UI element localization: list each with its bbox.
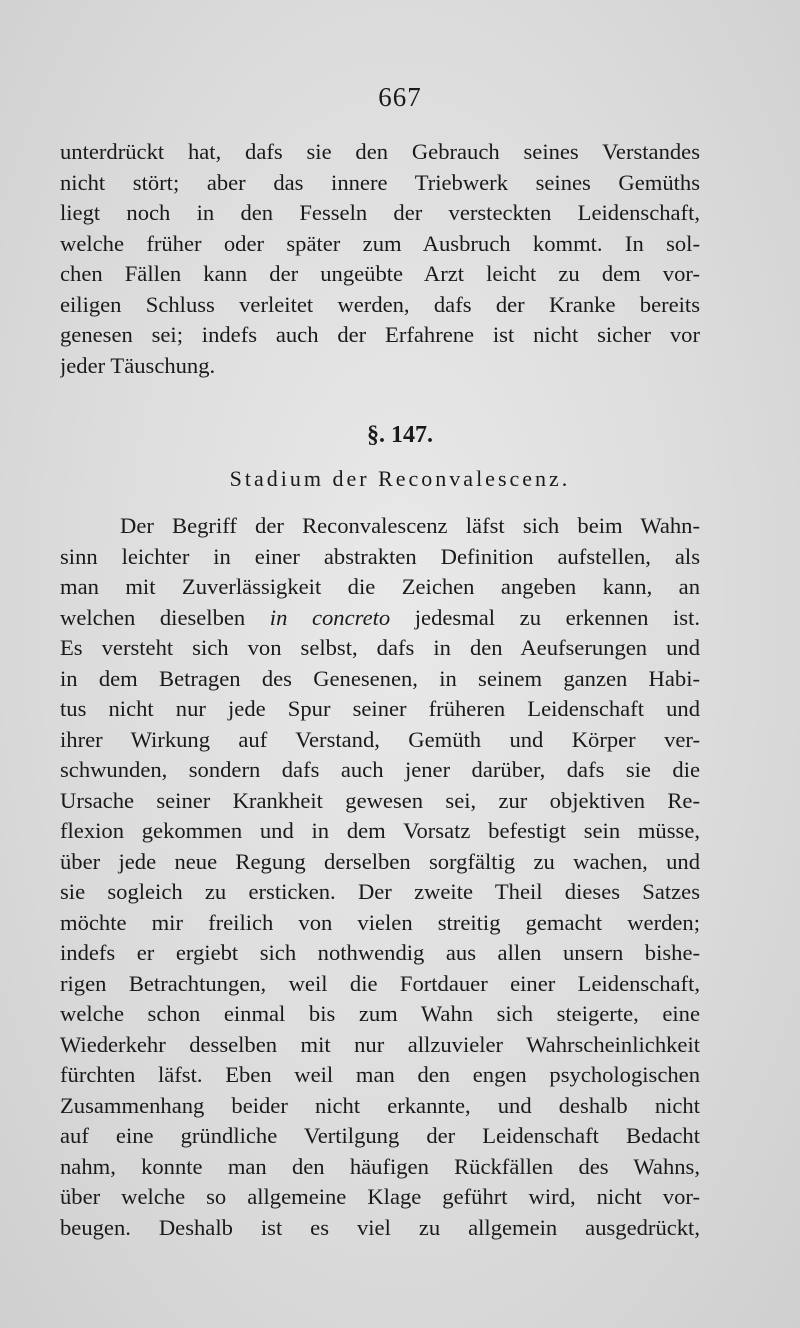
text-line: sinn leichter in einer abstrakten Definition aufstellen, als [60,543,700,569]
paragraph-2 [60,511,700,1243]
text-line: über jede neue Regung derselben sorgfältig zu wachen, und [60,848,700,874]
text-line: rigen Betrachtungen, weil die Fortdauer einer Leidenschaft, [60,970,700,996]
text-line: fürchten läfst. Eben weil man den engen psychologischen [60,1062,700,1087]
text-line: chen Fällen kann der ungeübte Arzt leicht zu dem vor- [60,261,700,286]
section-title: Stadium der Reconvalescenz. [229,466,571,491]
text-line: beugen. Deshalb ist es viel zu allgemein ausgedrückt, [60,1214,700,1240]
text-line: unterdrückt hat, dafs sie den Gebrauch seines Verstandes [60,139,700,164]
text-line: Ursache seiner Krankheit gewesen sei, zur objektiven Re- [60,787,700,813]
text-line: nicht stört; aber das innere Triebwerk seines Gemüths [60,169,700,195]
text-line: Der Begriff der Reconvalescenz läfst sich beim Wahn- [120,513,700,538]
text-line: schwunden, sondern dafs auch jener darüber, dafs sie die [60,757,700,782]
text-line: flexion gekommen und in dem Vorsatz befestigt sein müsse, [60,818,700,843]
text-line: welche früher oder später zum Ausbruch kommt. In sol- [60,230,700,256]
text-line: in dem Betragen des Genesenen, in seinem ganzen Habi- [60,665,700,691]
text-line: welche schon einmal bis zum Wahn sich steigerte, eine [60,1001,700,1026]
text-line: Wiederkehr desselben mit nur allzuvieler Wahrscheinlichkeit [60,1031,700,1057]
text-line: Zusammenhang beider nicht erkannte, und deshalb nicht [60,1092,700,1118]
text-line: jeder Täuschung. [60,352,216,378]
page-number: 667 [378,82,422,112]
text-line: ihrer Wirkung auf Verstand, Gemüth und Körper ver- [60,726,700,752]
text-line-with-italic [60,603,700,634]
italic-phrase: in concreto [269,604,391,630]
text-line: sie sogleich zu ersticken. Der zweite Theil dieses Satzes [60,879,700,904]
text-line: genesen sei; indefs auch der Erfahrene ist nicht sicher vor [60,322,700,347]
text-line: auf eine gründliche Vertilgung der Leidenschaft Bedacht [60,1123,700,1148]
text-line: über welche so allgemeine Klage geführt wird, nicht vor- [60,1184,700,1209]
text-line: Es versteht sich von selbst, dafs in den Aeufserungen und [60,635,700,660]
text-line: man mit Zuverlässigkeit die Zeichen angeben kann, an [60,574,700,599]
text-segment: jedesmal zu erkennen ist. [390,604,700,630]
paragraph-1 [60,137,700,381]
text-line: liegt noch in den Fesseln der versteckten Leidenschaft, [60,200,700,225]
text-line: eiligen Schluss verleitet werden, dafs der Kranke bereits [60,291,700,317]
text-segment: welchen dieselben [60,604,270,630]
text-line: indefs er ergiebt sich nothwendig aus allen unsern bishe- [60,940,700,965]
section-number: §. 147. [367,422,433,448]
text-line: nahm, konnte man den häufigen Rückfällen des Wahns, [60,1153,700,1179]
text-line: tus nicht nur jede Spur seiner früheren Leidenschaft und [60,696,700,721]
text-line: möchte mir freilich von vielen streitig gemacht werden; [60,909,700,935]
